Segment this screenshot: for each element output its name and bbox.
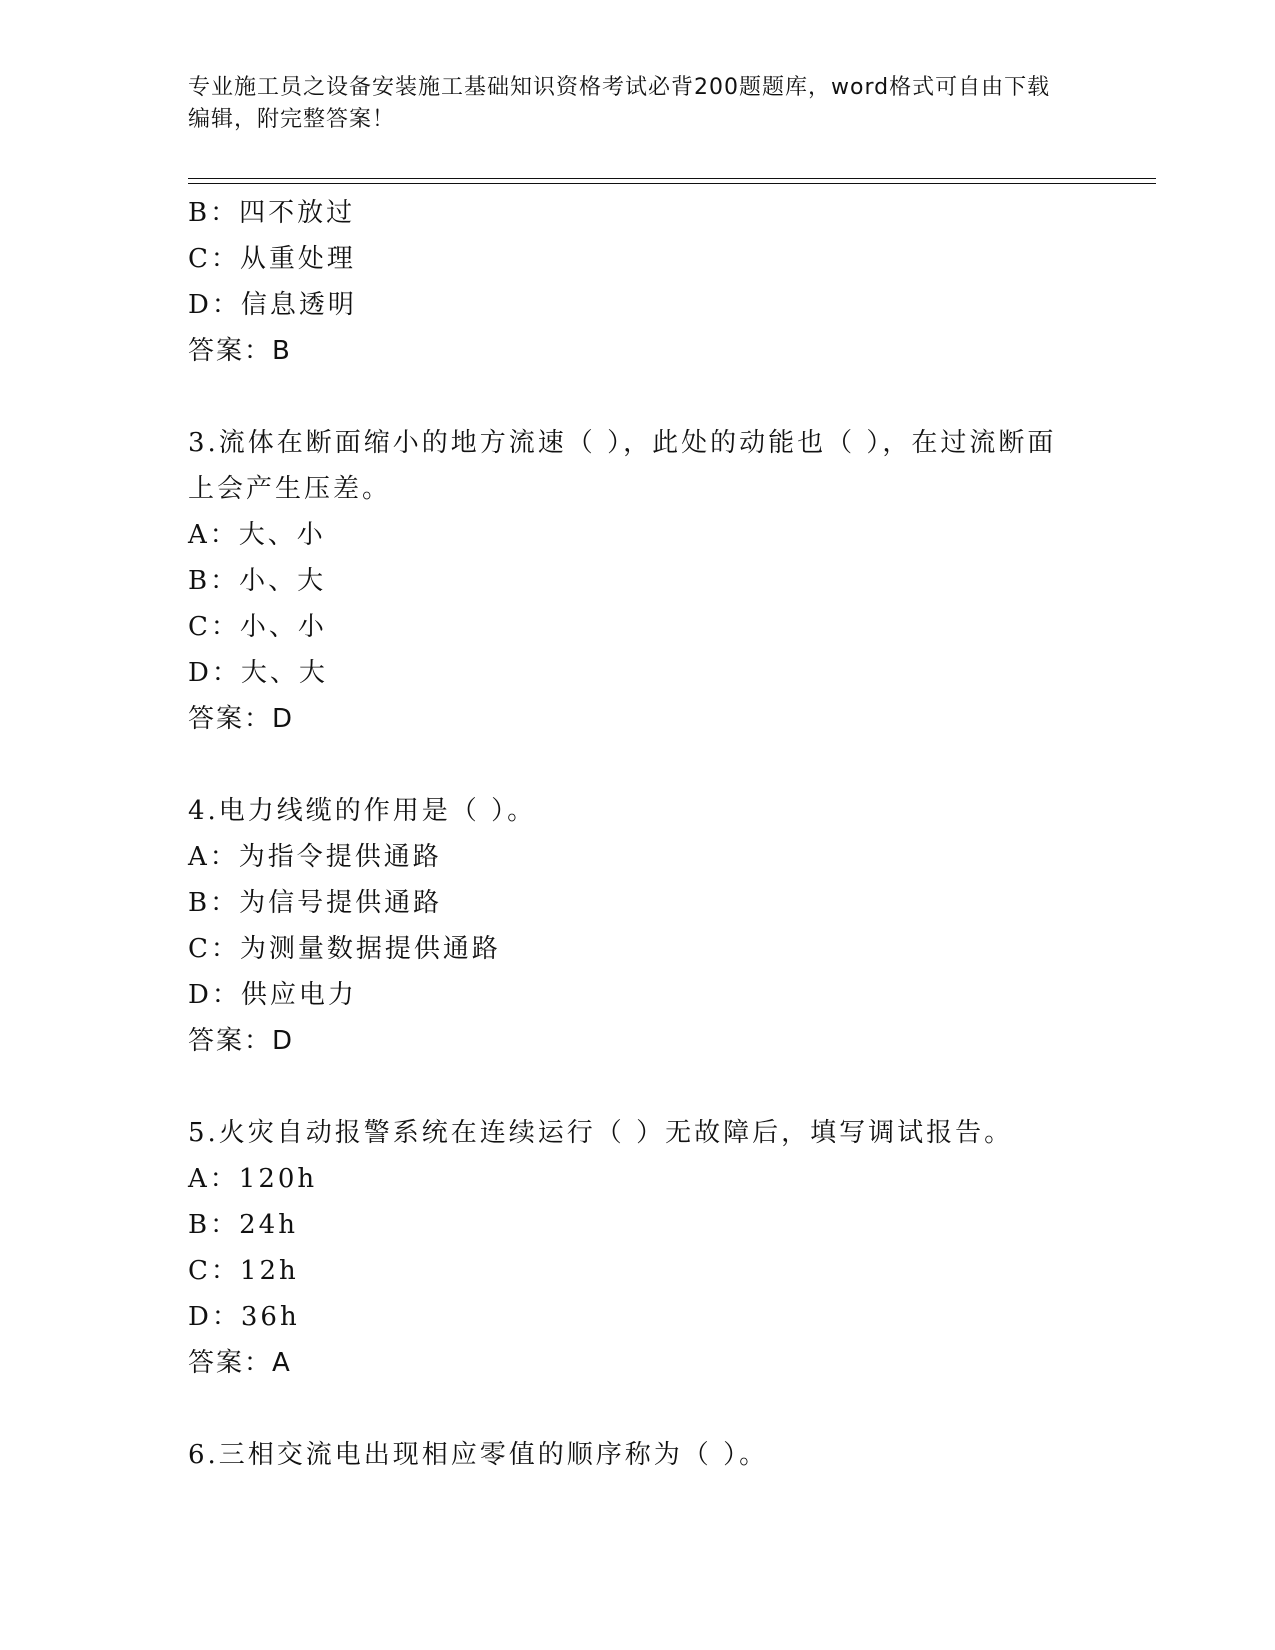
option-label: D： xyxy=(188,1302,241,1332)
option-text: 为测量数据提供通路 xyxy=(239,934,501,964)
option-label: D： xyxy=(188,980,241,1010)
question-list xyxy=(188,190,1088,1478)
question-stem: 5.火灾自动报警系统在连续运行（ ）无故障后，填写调试报告。 xyxy=(188,1118,1014,1148)
option-text: 24h xyxy=(239,1210,298,1240)
option-label: D： xyxy=(188,290,241,320)
document-header xyxy=(188,72,1068,136)
option-text: 36h xyxy=(240,1302,300,1332)
spacer xyxy=(188,1386,1088,1432)
option-label: D： xyxy=(188,658,241,688)
option-a xyxy=(188,512,1088,558)
option-label: B： xyxy=(188,566,240,596)
option-text: 小、小 xyxy=(239,612,327,642)
option-b xyxy=(188,1202,1088,1248)
header-rule-top xyxy=(188,178,1156,179)
option-text: 大、大 xyxy=(240,658,328,688)
question-5 xyxy=(188,1110,1088,1386)
question-stem: 4.电力线缆的作用是（ ）。 xyxy=(188,796,537,826)
option-label: A： xyxy=(188,1164,239,1194)
answer-line: 答案：B xyxy=(188,336,292,366)
option-c xyxy=(188,926,1088,972)
question-3 xyxy=(188,420,1088,742)
option-a xyxy=(188,1156,1088,1202)
question-stem: 3.流体在断面缩小的地方流速（ ），此处的动能也（ ），在过流断面上会产生压差。 xyxy=(188,428,1057,504)
option-a xyxy=(188,834,1088,880)
answer-line: 答案：D xyxy=(188,1026,295,1056)
option-label: C： xyxy=(188,244,240,274)
option-d xyxy=(188,972,1088,1018)
option-label: B： xyxy=(188,1210,240,1240)
question-fragment xyxy=(188,190,1088,374)
option-c xyxy=(188,236,1088,282)
option-text: 供应电力 xyxy=(240,980,357,1010)
header-rule-bottom xyxy=(188,183,1156,184)
option-text: 大、小 xyxy=(238,520,326,550)
option-c xyxy=(188,604,1088,650)
answer-line: 答案：A xyxy=(188,1348,292,1378)
option-b xyxy=(188,880,1088,926)
option-d xyxy=(188,282,1088,328)
option-label: C： xyxy=(188,934,240,964)
header-title: 专业施工员之设备安装施工基础知识资格考试必背200题题库，word格式可自由下载编辑，附完整答案！ xyxy=(188,75,1051,132)
option-c xyxy=(188,1248,1088,1294)
option-text: 信息透明 xyxy=(240,290,357,320)
option-text: 为指令提供通路 xyxy=(238,842,442,872)
answer-line: 答案：D xyxy=(188,704,295,734)
option-b xyxy=(188,558,1088,604)
question-4 xyxy=(188,788,1088,1064)
option-label: A： xyxy=(188,842,239,872)
option-d xyxy=(188,1294,1088,1340)
spacer xyxy=(188,742,1088,788)
option-label: B： xyxy=(188,888,240,918)
option-label: C： xyxy=(188,1256,240,1286)
option-text: 120h xyxy=(238,1164,318,1194)
option-b xyxy=(188,190,1088,236)
option-label: C： xyxy=(188,612,240,642)
option-text: 从重处理 xyxy=(239,244,356,274)
option-text: 12h xyxy=(239,1256,299,1286)
question-6 xyxy=(188,1432,1088,1478)
spacer xyxy=(188,374,1088,420)
spacer xyxy=(188,1064,1088,1110)
option-text: 四不放过 xyxy=(239,198,356,228)
option-text: 小、大 xyxy=(239,566,327,596)
option-label: B： xyxy=(188,198,240,228)
question-stem: 6.三相交流电出现相应零值的顺序称为（ ）。 xyxy=(188,1440,769,1470)
option-label: A： xyxy=(188,520,239,550)
option-d xyxy=(188,650,1088,696)
option-text: 为信号提供通路 xyxy=(239,888,443,918)
